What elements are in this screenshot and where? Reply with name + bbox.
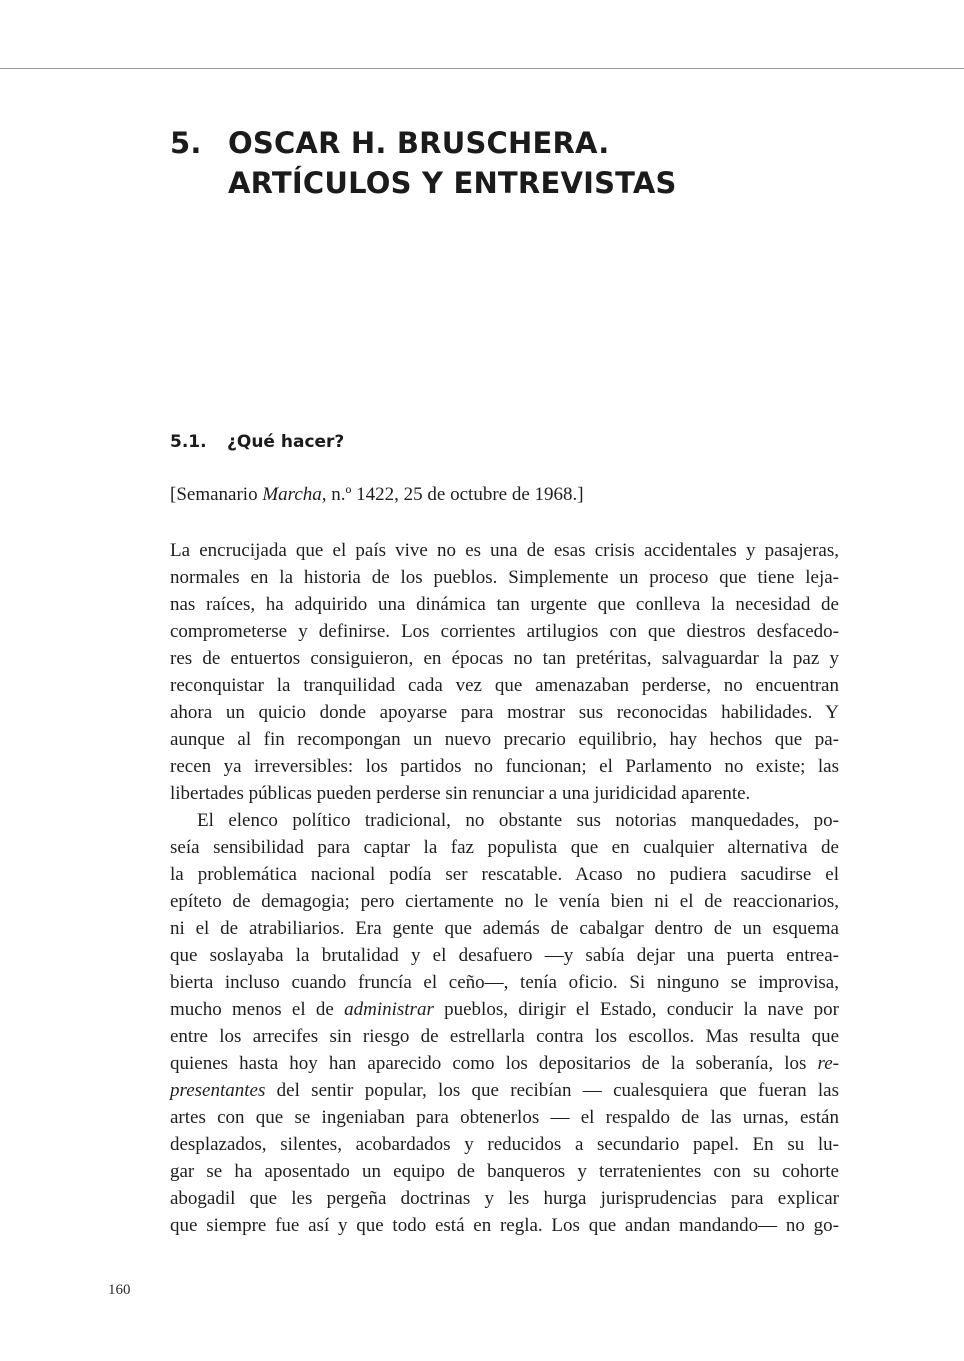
paragraph-line: normales en la historia de los pueblos. Simplemente un proceso que tiene leja- <box>170 567 839 588</box>
paragraph-line: recen ya irreversibles: los partidos no funcionan; el Parlamento no existe; las <box>170 756 839 777</box>
paragraph-line <box>170 1077 839 1104</box>
paragraph-line: entre los arrecifes sin riesgo de estrellarla contra los escollos. Mas resulta que <box>170 1026 839 1047</box>
paragraph-line: ahora un quicio donde apoyarse para mostrar sus reconocidas habilidades. Y <box>170 702 839 723</box>
paragraph-line: res de entuertos consiguieron, en épocas no tan pretéritas, salvaguardar la paz y <box>170 648 839 669</box>
emphasis-text: presentantes <box>170 1080 266 1101</box>
section-heading <box>170 429 344 455</box>
paragraph-line: comprometerse y definirse. Los corrientes artilugios con que diestros desfacedo- <box>170 621 839 642</box>
line-text: del sentir popular, los que recibían — cualesquiera que fueran las <box>265 1080 839 1101</box>
paragraph-line: libertades públicas pueden perderse sin renunciar a una juridicidad aparente. <box>170 783 751 804</box>
paragraph-line: reconquistar la tranquilidad cada vez que amenazaban perderse, no encuentran <box>170 675 839 696</box>
source-publication: Marcha, <box>262 484 327 505</box>
paragraph-line: El elenco político tradicional, no obstante sus notorias manquedades, po- <box>197 810 839 831</box>
emphasis-text: administrar <box>344 999 434 1020</box>
paragraph-2 <box>170 807 839 1239</box>
paragraph-line: que soslayaba la brutalidad y el desafuero —y sabía dejar una puerta entrea- <box>170 945 839 966</box>
emphasis-text: re- <box>817 1053 839 1074</box>
section-number: 5.1. <box>170 432 207 452</box>
paragraph-line: gar se ha aposentado un equipo de banqueros y terratenientes con su cohorte <box>170 1161 839 1182</box>
paragraph-line: bierta incluso cuando fruncía el ceño—, tenía oficio. Si ninguno se improvisa, <box>170 972 839 993</box>
source-note-prefix: [Semanario <box>170 484 263 505</box>
section-title: ¿Qué hacer? <box>227 432 345 452</box>
paragraph-line: aunque al fin recompongan un nuevo precario equilibrio, hay hechos que pa- <box>170 729 839 750</box>
source-note-details: n.º 1422, 25 de octubre de 1968.] <box>326 484 584 505</box>
header-rule <box>0 68 964 69</box>
chapter-title <box>170 123 677 203</box>
page-number: 160 <box>108 1282 131 1298</box>
paragraph-line: epíteto de demagogia; pero ciertamente no le venía bien ni el de reaccionarios, <box>170 891 839 912</box>
chapter-title-text <box>228 123 677 203</box>
paragraph-line <box>170 1050 839 1077</box>
paragraph-line: nas raíces, ha adquirido una dinámica tan urgente que conlleva la necesidad de <box>170 594 839 615</box>
paragraph-line: la problemática nacional podía ser rescatable. Acaso no pudiera sacudirse el <box>170 864 839 885</box>
paragraph-line: La encrucijada que el país vive no es una de esas crisis accidentales y pasajeras, <box>170 540 839 561</box>
line-text: quienes hasta hoy han aparecido como los depositarios de la soberanía, los <box>170 1053 818 1074</box>
line-text: pueblos, dirigir el Estado, conducir la nave por <box>433 999 839 1020</box>
chapter-title-line-2: ARTÍCULOS Y ENTREVISTAS <box>228 166 677 200</box>
chapter-number: 5. <box>170 126 202 160</box>
paragraph-line: ni el de atrabiliarios. Era gente que además de cabalgar dentro de un esquema <box>170 918 839 939</box>
paragraph-line: desplazados, silentes, acobardados y reducidos a secundario papel. En su lu- <box>170 1134 839 1155</box>
paragraph-1 <box>170 537 839 807</box>
paragraph-line: que siempre fue así y que todo está en regla. Los que andan mandando— no go- <box>170 1215 839 1236</box>
chapter-title-line-1: OSCAR H. BRUSCHERA. <box>228 126 610 160</box>
paragraph-line: abogadil que les pergeña doctrinas y les hurga jurisprudencias para explicar <box>170 1188 839 1209</box>
paragraph-line: seía sensibilidad para captar la faz populista que en cualquier alternativa de <box>170 837 839 858</box>
paragraph-line <box>170 996 839 1023</box>
line-text: mucho menos el de <box>170 999 345 1020</box>
article-body <box>170 537 839 1239</box>
paragraph-line: artes con que se ingeniaban para obtenerlos — el respaldo de las urnas, están <box>170 1107 839 1128</box>
source-note <box>170 481 584 508</box>
